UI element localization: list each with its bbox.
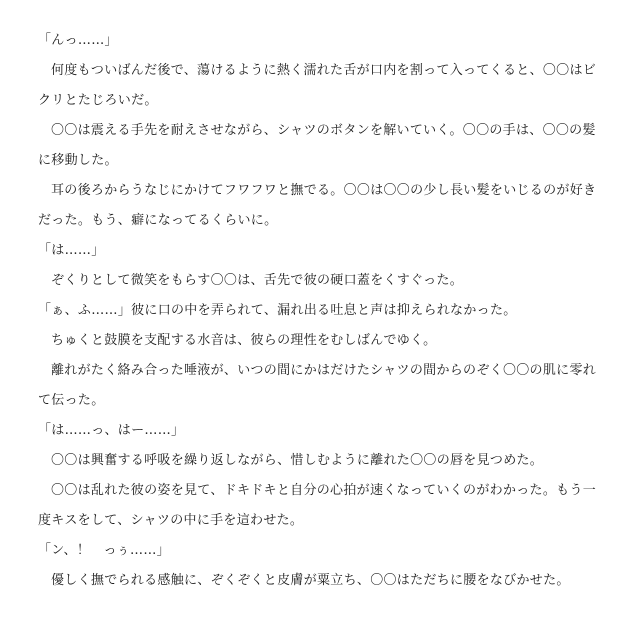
text-line: 〇〇は震える手先を耐えさせながら、シャツのボタンを解いていく。〇〇の手は、〇〇の髪 <box>51 123 596 138</box>
text-line: 〇〇は興奮する呼吸を繰り返しながら、惜しむように離れた〇〇の唇を見つめた。 <box>51 453 544 468</box>
text-line: クリとたじろいだ。 <box>38 93 158 108</box>
paragraph-7 <box>38 296 610 326</box>
text-line: 耳の後ろからうなじにかけてフワフワと撫でる。〇〇は〇〇の少し長い髪をいじるのが好き <box>51 183 597 198</box>
paragraph-4 <box>38 176 610 236</box>
text-line: 優しく撫でられる感触に、ぞくぞくと皮膚が粟立ち、〇〇はただちに腰をなびかせた。 <box>51 573 570 588</box>
text-line: て伝った。 <box>38 393 105 408</box>
paragraph-11 <box>38 446 610 476</box>
text-line: だった。もう、癖になってるくらいに。 <box>38 213 278 228</box>
text-line: 「ぁ、ふ……」彼に口の中を弄られて、漏れ出る吐息と声は抑えられなかった。 <box>38 303 517 318</box>
text-line: 「んっ……」 <box>38 33 118 48</box>
paragraph-12 <box>38 476 610 536</box>
text-line: に移動した。 <box>38 153 118 168</box>
paragraph-2 <box>38 56 610 116</box>
paragraph-10 <box>38 416 610 446</box>
paragraph-9 <box>38 356 610 416</box>
paragraph-5 <box>38 236 610 266</box>
text-line: ちゅくと鼓膜を支配する水音は、彼らの理性をむしばんでゆく。 <box>51 333 437 348</box>
text-line: 「は……っ、はー……」 <box>38 423 185 438</box>
text-line: 離れがたく絡み合った唾液が、いつの間にかはだけたシャツの間からのぞく〇〇の肌に零れ <box>51 363 597 378</box>
paragraph-3 <box>38 116 610 176</box>
text-line: 「は……」 <box>38 243 105 258</box>
paragraph-13 <box>38 536 610 566</box>
text-line: 「ン、！ っぅ……」 <box>38 543 170 558</box>
paragraph-6 <box>38 266 610 296</box>
paragraph-1 <box>38 26 610 56</box>
text-line: 〇〇は乱れた彼の姿を見て、ドキドキと自分の心拍が速くなっていくのがわかった。もう一 <box>51 483 597 498</box>
text-line: 度キスをして、シャツの中に手を這わせた。 <box>38 513 304 528</box>
text-line: 何度もついばんだ後で、蕩けるように熱く濡れた舌が口内を割って入ってくると、〇〇はビ <box>51 63 597 78</box>
paragraph-14 <box>38 566 610 596</box>
document-page <box>38 26 610 596</box>
paragraph-8 <box>38 326 610 356</box>
text-line: ぞくりとして微笑をもらす〇〇は、舌先で彼の硬口蓋をくすぐった。 <box>51 273 464 288</box>
